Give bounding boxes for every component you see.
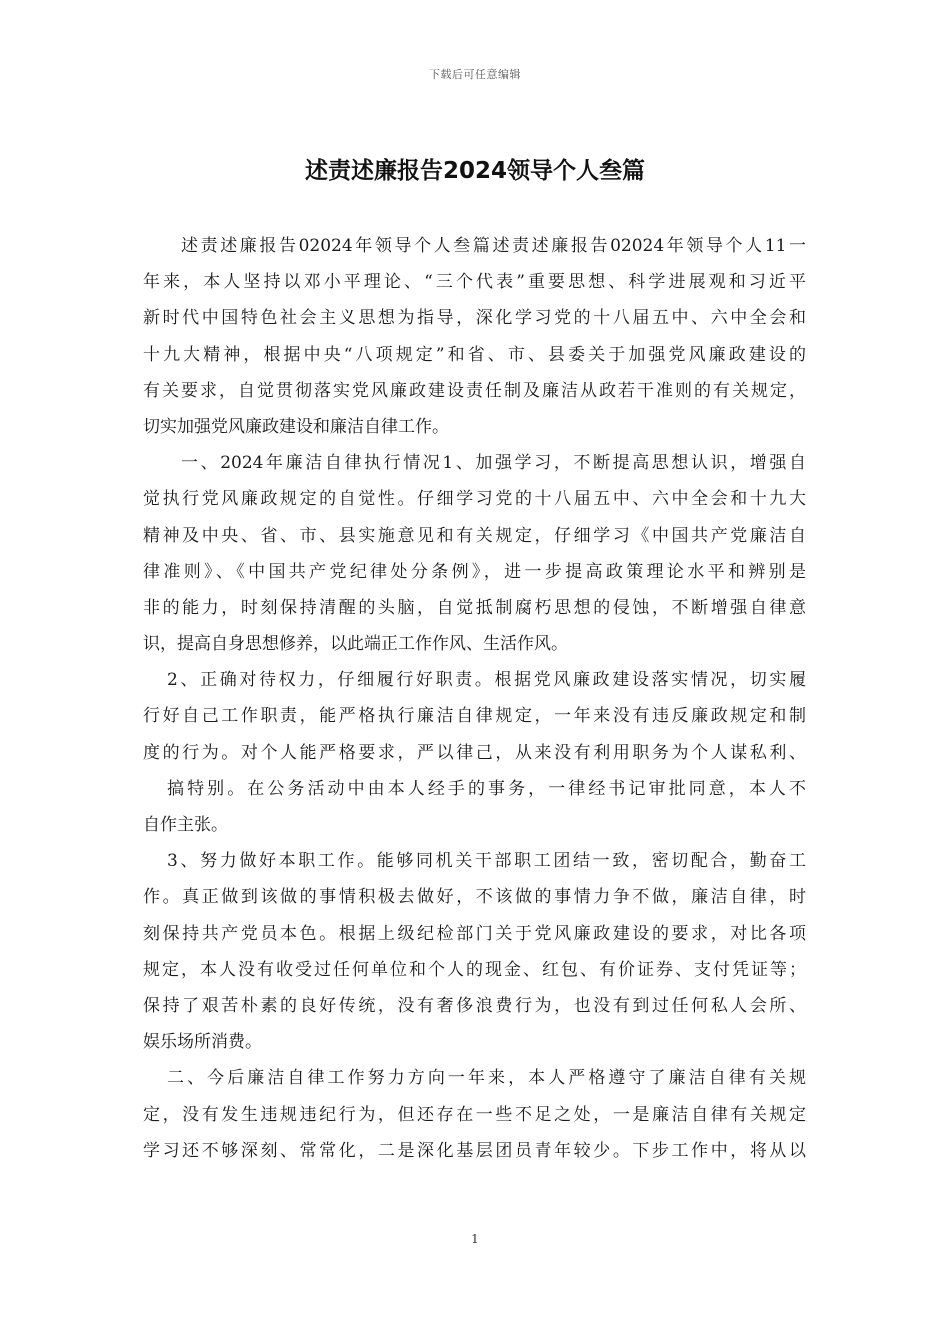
body-line: 娱乐场所消费。: [143, 1032, 262, 1053]
body-line: 述责述廉报告02024年领导个人叁篇述责述廉报告02024年领导个人11一: [181, 236, 806, 256]
body-line: 2、正确对待权力，仔细履行好职责。根据党风廉政建设落实情况，切实履: [167, 670, 806, 691]
body-line: 非的能力，时刻保持清醒的头脑，自觉抵制腐朽思想的侵蚀，不断增强自律意: [143, 597, 806, 618]
body-line: 3、努力做好本职工作。能够同机关干部职工团结一致，密切配合，勤奋工: [167, 851, 806, 872]
body-line: 学习还不够深刻、常常化，二是深化基层团员青年较少。下步工作中，将从以: [143, 1140, 806, 1161]
body-line: 搞特别。在公务活动中由本人经手的事务，一律经书记审批同意，本人不: [167, 778, 806, 799]
body-line: 律准则》、《中国共产党纪律处分条例》，进一步提高政策理论水平和辨别是: [143, 561, 806, 582]
body-line: 度的行为。对个人能严格要求，严以律己，从来没有利用职务为个人谋私利、: [143, 742, 806, 763]
body-line: 识，提高自身思想修养，以此端正工作作风、生活作风。: [143, 634, 568, 655]
header-note: 下载后可任意编辑: [429, 68, 521, 81]
body-line: 十九大精神，根据中央“八项规定”和省、市、县委关于加强党风廉政建设的: [143, 344, 806, 365]
document-body: [143, 228, 806, 1169]
page-number: 1: [471, 1232, 479, 1246]
body-line: 新时代中国特色社会主义思想为指导，深化学习党的十八届五中、六中全会和: [143, 308, 806, 329]
body-line: 保持了艰苦朴素的良好传统，没有奢侈浪费行为，也没有到过任何私人会所、: [143, 995, 806, 1016]
body-line: 行好自己工作职责，能严格执行廉洁自律规定，一年来没有违反廉政规定和制: [143, 706, 806, 727]
body-line: 切实加强党风廉政建设和廉洁自律工作。: [143, 416, 449, 437]
body-line: 一、2024年廉洁自律执行情况1、加强学习，不断提高思想认识，增强自: [181, 453, 806, 474]
body-line: 年来，本人坚持以邓小平理论、“三个代表”重要思想、科学进展观和习近平: [143, 272, 806, 293]
body-line: 规定，本人没有收受过任何单位和个人的现金、红包、有价证券、支付凭证等；: [143, 959, 806, 980]
body-line: 自作主张。: [143, 815, 228, 835]
body-line: 作。真正做到该做的事情积极去做好，不该做的事情力争不做，廉洁自律，时: [143, 887, 806, 908]
body-line: 觉执行党风廉政规定的自觉性。仔细学习党的十八届五中、六中全会和十九大: [143, 489, 806, 510]
document-title: 述责述廉报告2024领导个人叁篇: [304, 158, 645, 184]
body-line: 精神及中央、省、市、县实施意见和有关规定，仔细学习《中国共产党廉洁自: [143, 525, 806, 546]
body-line: 有关要求，自觉贯彻落实党风廉政建设责任制及廉洁从政若干准则的有关规定，: [143, 380, 806, 401]
body-line: 二、今后廉洁自律工作努力方向一年来，本人严格遵守了廉洁自律有关规: [167, 1068, 806, 1089]
body-line: 刻保持共产党员本色。根据上级纪检部门关于党风廉政建设的要求，对比各项: [143, 923, 806, 944]
body-line: 定，没有发生违规违纪行为，但还存在一些不足之处，一是廉洁自律有关规定: [143, 1104, 806, 1125]
